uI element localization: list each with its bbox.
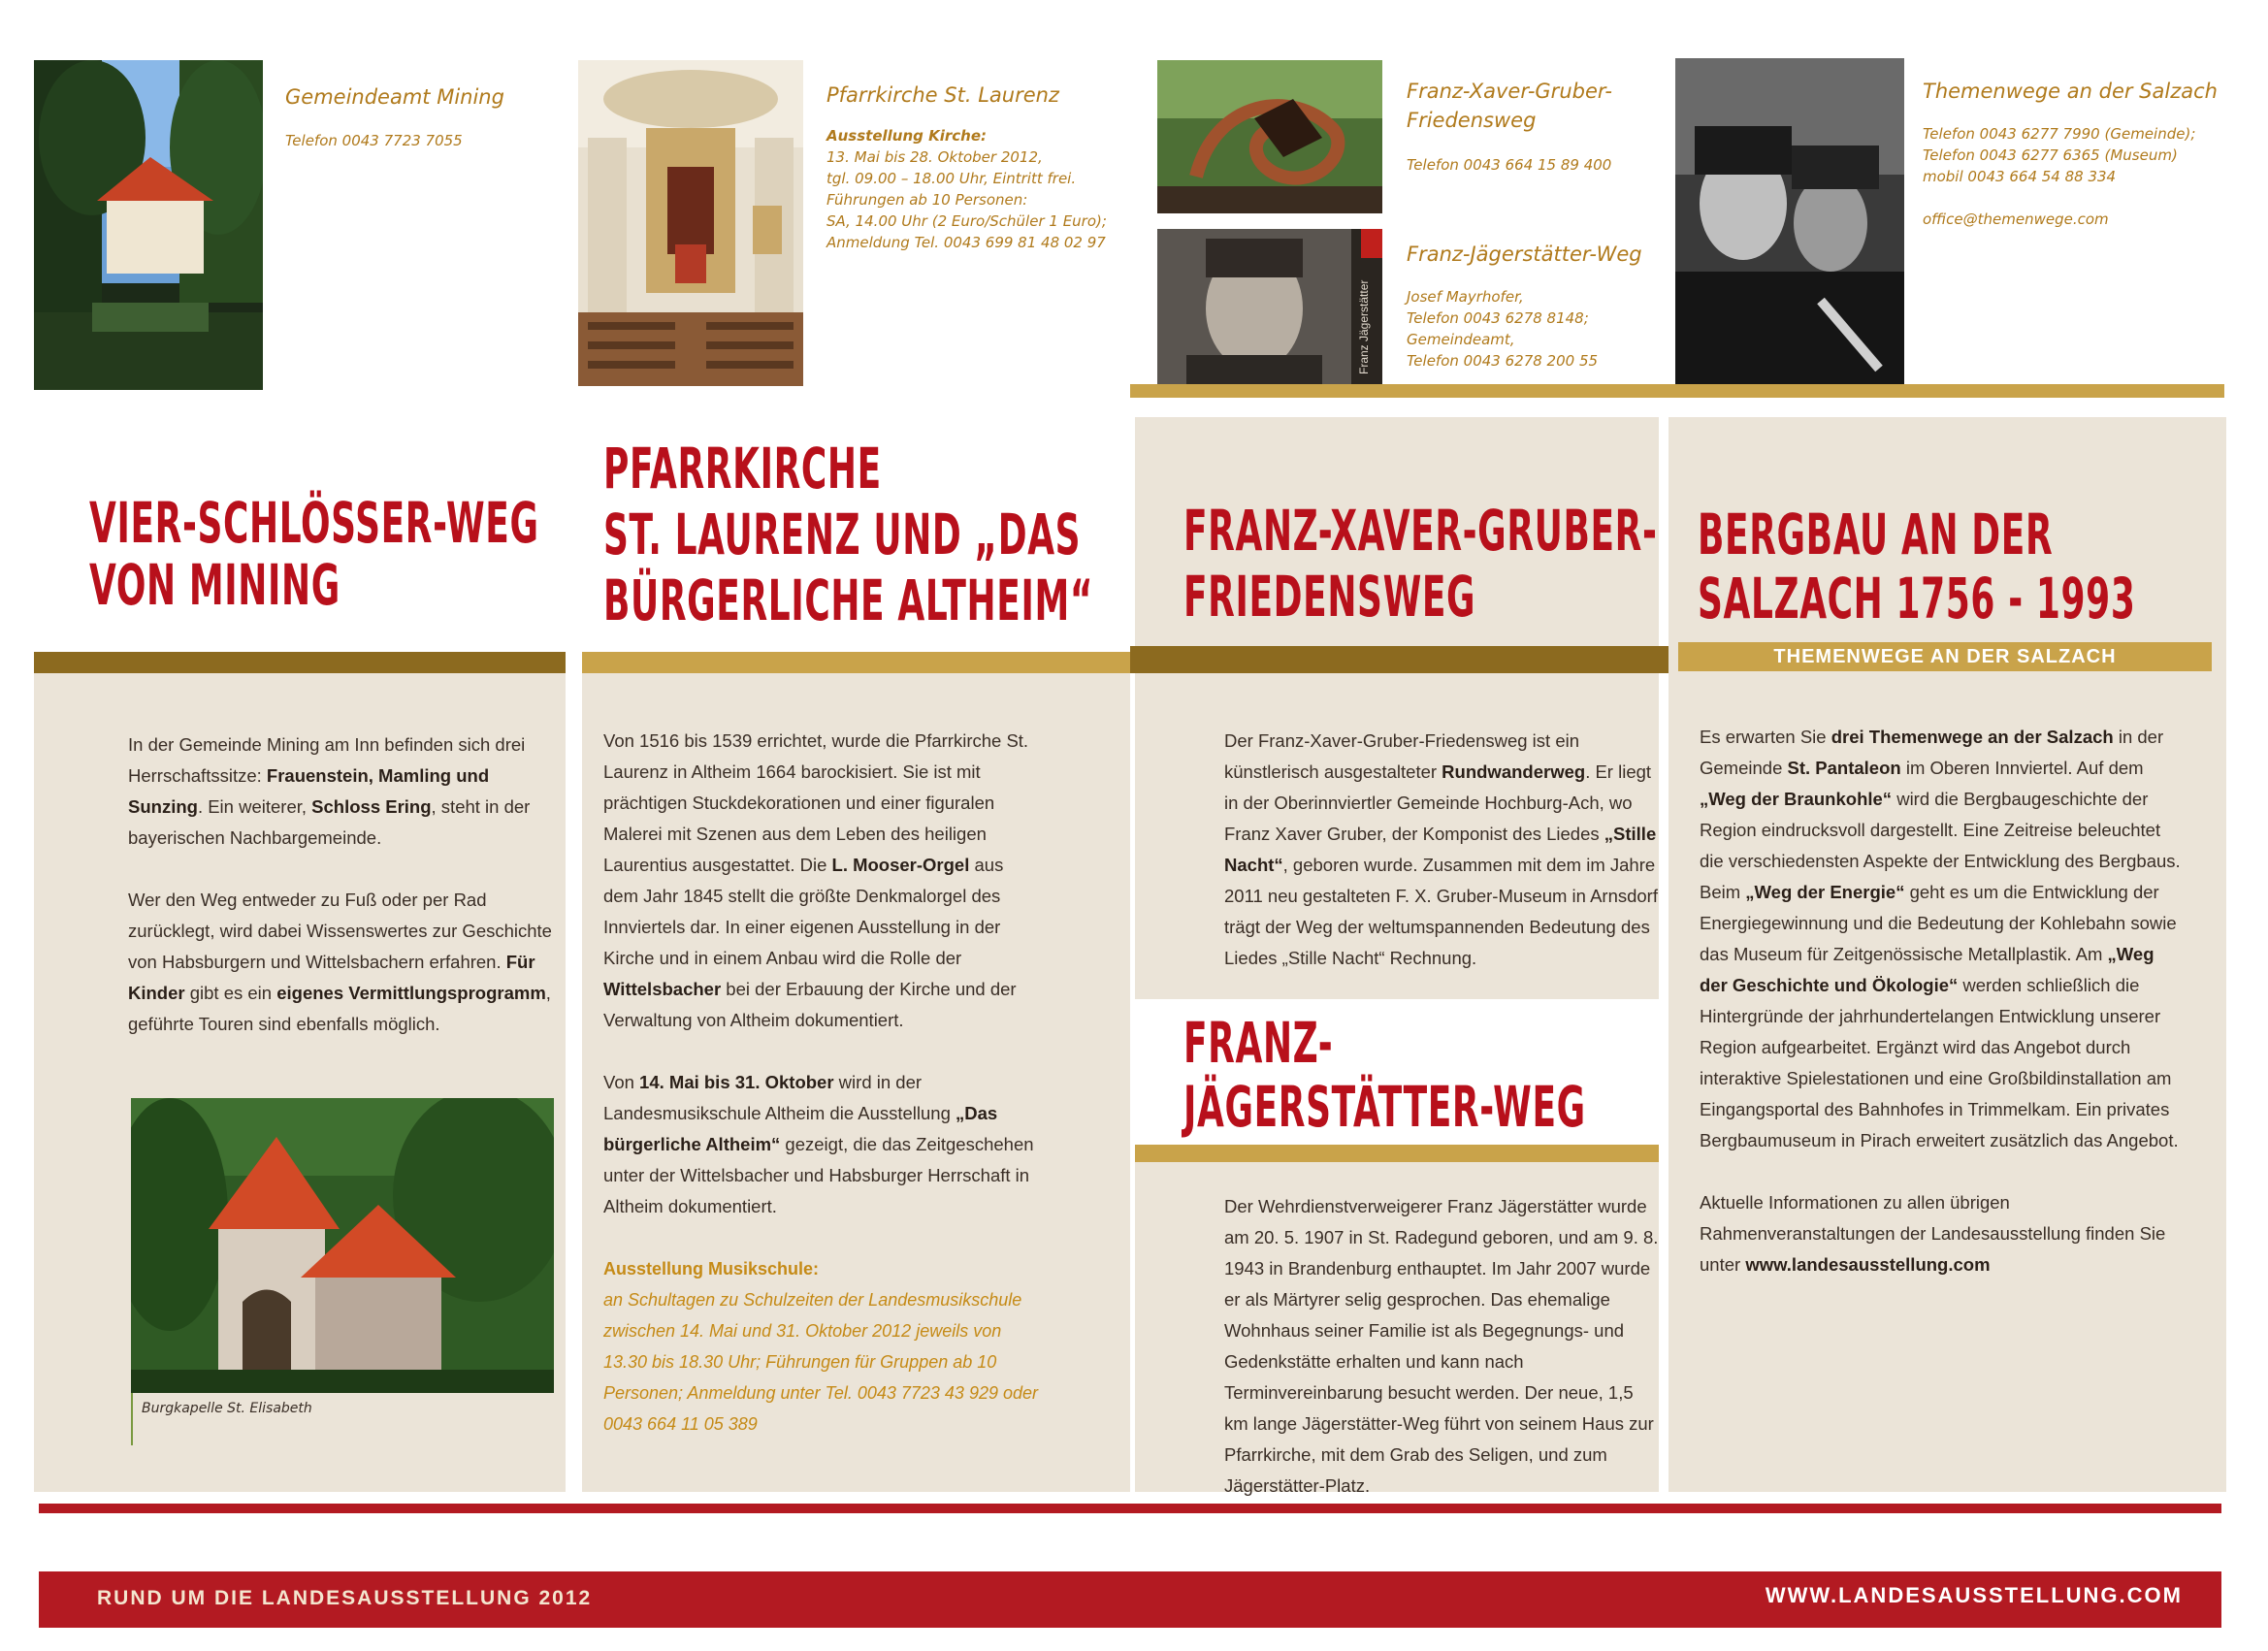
photo-burgkapelle — [131, 1098, 554, 1393]
jaegerstaetter-line-1: Josef Mayrhofer, — [1407, 288, 1524, 306]
divider-col1 — [34, 652, 566, 673]
footer-left-text: RUND UM DIE LANDESAUSSTELLUNG 2012 — [97, 1587, 593, 1609]
salzach-line-3: mobil 0043 664 54 88 334 — [1923, 168, 2117, 185]
col1-paragraph-2: Wer den Weg entweder zu Fuß oder per Rad zurücklegt, wird dabei Wissenswertes zur Geschichte von Habsburgern und Wittelsbachern erfahren. Für Kinder gibt es ein eigenes Vermittlungsprogramm, geführte Touren sind ebenfalls möglich. — [128, 890, 552, 1034]
footer-bar — [39, 1571, 2221, 1628]
mining-title: Gemeindeamt Mining — [285, 85, 504, 109]
col2-paragraph-3 — [603, 1253, 1042, 1440]
heading-col4-line-2: SALZACH 1756 - 1993 — [1698, 566, 2136, 631]
heading-col3-line-2: FRIEDENSWEG — [1183, 564, 1476, 630]
salzach-email: office@themenwege.com — [1923, 210, 2109, 228]
heading-col2-line-3: BÜRGERLICHE ALTHEIM“ — [603, 567, 1094, 633]
col3-body-2 — [1224, 1191, 1661, 1533]
jaegerstaetter-poster-text: Franz Jägerstätter — [1357, 279, 1371, 374]
col3-paragraph-2: Der Wehrdienstverweigerer Franz Jägerstätter wurde am 20. 5. 1907 in St. Radegund geboren, und am 9. 8. 1943 in Brandenburg enthauptet. Im Jahr 2007 wurde er als Märtyrer selig gesprochen. Das ehemalige Wohnhaus seiner Familie ist als Begegnungs- und Gedenkstätte erhalten und kann nach Terminvereinbarung besucht werden. Der neue, 1,5 km lange Jägerstätter-Weg führt von seinem Haus zur Pfarrkirche, mit dem Grab des Seligen, und zum Jägerstätter-Platz. — [1224, 1196, 1659, 1496]
salzach-line-2: Telefon 0043 6277 6365 (Museum) — [1923, 146, 2178, 164]
photo-mining-house — [34, 60, 263, 390]
gold-divider-top — [1130, 384, 2224, 398]
col2-paragraph-1: Von 1516 bis 1539 errichtet, wurde die Pfarrkirche St. Laurenz in Altheim 1664 barockisiert. Sie ist mit prächtigen Stuckdekorationen und einer figuralen Malerei mit Szenen aus dem Leben des heiligen Laurentius ausgestattet. Die L. Mooser-Orgel aus dem Jahr 1845 stellt die größte Denkmalorgel des Innviertels dar. In einer eigenen Ausstellung in der Kirche und in einem Anbau wird die Rolle der Wittelsbacher bei der Erbauung der Kirche und der Verwaltung von Altheim dokumentiert. — [603, 730, 1029, 1030]
col1-body — [128, 729, 565, 1071]
col3-paragraph-1: Der Franz-Xaver-Gruber-Friedensweg ist ein künstlerisch ausgestalteter Rundwanderweg. Er liegt in der Oberinnviertler Gemeinde Hochburg-Ach, wo Franz Xaver Gruber, der Komponist des Liedes „Stille Nacht“, geboren wurde. Zusammen mit dem im Jahre 2011 neu gestalteten F. X. Gruber-Museum in Arnsdorf trägt der Weg der weltumspannenden Bedeutung des Liedes „Stille Nacht“ Rechnung. — [1224, 730, 1658, 968]
heading-col3-line-1: FRANZ-XAVER-GRUBER- — [1183, 498, 1658, 564]
salzach-line-1: Telefon 0043 6277 7990 (Gemeinde); — [1923, 125, 2196, 143]
gruber-title-line-2: Friedensweg — [1407, 109, 1537, 132]
burgkapelle-caption: Burgkapelle St. Elisabeth — [142, 1401, 312, 1416]
col4-body — [1700, 722, 2185, 1311]
footer-website-link[interactable]: WWW.LANDESAUSSTELLUNG.COM — [1765, 1583, 2183, 1607]
jaegerstaetter-line-2: Telefon 0043 6278 8148; — [1407, 309, 1589, 327]
mining-phone: Telefon 0043 7723 7055 — [285, 132, 463, 149]
photo-gruber-sculpture — [1157, 60, 1382, 213]
photo-jaegerstaetter-portrait — [1157, 229, 1382, 386]
heading-col1-line-1: VIER-SCHLÖSSER-WEG — [89, 490, 539, 556]
heading-col2-line-1: PFARRKIRCHE — [603, 436, 882, 502]
laurenz-label: Ausstellung Kirche: — [826, 127, 987, 145]
col2-body — [603, 726, 1042, 1471]
laurenz-line-5: Anmeldung Tel. 0043 699 81 48 02 97 — [826, 234, 1106, 251]
caption-line — [131, 1393, 133, 1445]
laurenz-line-3: Führungen ab 10 Personen: — [826, 191, 1028, 209]
divider-col2 — [582, 652, 1130, 673]
laurenz-line-4: SA, 14.00 Uhr (2 Euro/Schüler 1 Euro); — [826, 212, 1107, 230]
website-link[interactable]: www.landesausstellung.com — [1745, 1254, 1991, 1275]
red-rule — [39, 1504, 2221, 1513]
photo-church-interior — [578, 60, 803, 386]
col2-paragraph-2: Von 14. Mai bis 31. Oktober wird in der Landesmusikschule Altheim die Ausstellung „Das bürgerliche Altheim“ gezeigt, die das Zeitgeschehen unter der Wittelsbacher und Habsburger Herrschaft in Altheim dokumentiert. — [603, 1072, 1034, 1216]
salzach-title: Themenwege an der Salzach — [1923, 80, 2218, 103]
col4-paragraph-1: Es erwarten Sie drei Themenwege an der Salzach in der Gemeinde St. Pantaleon im Oberen Innviertel. Auf dem „Weg der Braunkohle“ wird die Bergbaugeschichte der Region eindrucksvoll dargestellt. Eine Zeitreise beleuchtet die verschiedensten Aspekte der Entwicklung des Bergbaus. Beim „Weg der Energie“ geht es um die Entwicklung der Energiegewinnung und die Bedeutung der Kohlebahn sowie das Museum für Zeitgenössische Metallplastik. Am „Weg der Geschichte und Ökologie“ werden schließlich die Hintergründe der jahrhundertelangen Entwicklung unserer Region aufgearbeitet. Ergänzt wird das Angebot durch interaktive Spielestationen und eine Großbildinstallation am Eingangsportal des Bahnhofes in Trimmelkam. Ein privates Bergbaumuseum in Pirach erweitert zusätzlich das Angebot. — [1700, 727, 2181, 1150]
heading-col4-line-1: BERGBAU AN DER — [1698, 502, 2054, 567]
col3-body — [1224, 726, 1661, 1005]
musikschule-label: Ausstellung Musikschule: — [603, 1259, 820, 1279]
jaegerstaetter-line-4: Telefon 0043 6278 200 55 — [1407, 352, 1599, 370]
jaegerstaetter-title: Franz-Jägerstätter-Weg — [1407, 243, 1642, 266]
heading-col3b-line-2: JÄGERSTÄTTER-WEG — [1183, 1074, 1586, 1140]
salzach-tag: THEMENWEGE AN DER SALZACH — [1678, 642, 2212, 671]
laurenz-title: Pfarrkirche St. Laurenz — [826, 83, 1059, 107]
laurenz-line-2: tgl. 09.00 – 18.00 Uhr, Eintritt frei. — [826, 170, 1077, 187]
col4-paragraph-2: Aktuelle Informationen zu allen übrigen Rahmenveranstaltungen der Landesausstellung finden Sie unter www.landesausstellung.com — [1700, 1192, 2166, 1275]
heading-col1-line-2: VON MINING — [89, 552, 340, 618]
divider-col3 — [1130, 646, 1669, 673]
gruber-title-line-1: Franz-Xaver-Gruber- — [1407, 80, 1612, 103]
jaegerstaetter-line-3: Gemeindeamt, — [1407, 331, 1515, 348]
divider-col3b — [1135, 1145, 1659, 1162]
musikschule-text: an Schultagen zu Schulzeiten der Landesmusikschule zwischen 14. Mai und 31. Oktober 2012 jeweils von 13.30 bis 18.30 Uhr; Führungen für Gruppen ab 10 Personen; Anmeldung unter Tel. 0043 7723 43 929 oder 0043 664 11 05 389 — [603, 1290, 1039, 1434]
gruber-phone: Telefon 0043 664 15 89 400 — [1407, 156, 1612, 174]
heading-col2-line-2: ST. LAURENZ UND „DAS — [603, 502, 1082, 567]
photo-miners-band — [1675, 58, 1904, 386]
col1-paragraph-1: In der Gemeinde Mining am Inn befinden sich drei Herrschaftssitze: Frauenstein, Mamling und Sunzing. Ein weiterer, Schloss Ering, steht in der bayerischen Nachbargemeinde. — [128, 734, 531, 848]
laurenz-line-1: 13. Mai bis 28. Oktober 2012, — [826, 148, 1043, 166]
heading-col3b-line-1: FRANZ- — [1183, 1010, 1334, 1076]
